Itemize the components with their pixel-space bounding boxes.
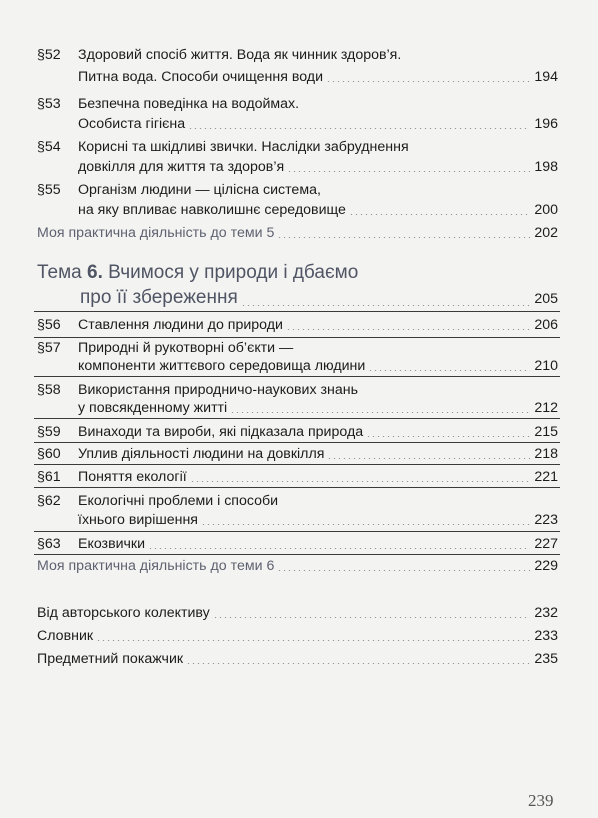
entry-title: Корисні та шкідливі звички. Наслідки забруднення <box>78 139 409 155</box>
entry-title: Моя практична діяльність до теми 6 <box>37 558 275 574</box>
toc-entry-57-cont[interactable] <box>78 357 558 375</box>
separator-line <box>34 487 560 488</box>
theme-title-line2: про її збереження <box>80 287 238 308</box>
page-number: 233 <box>534 628 558 644</box>
toc-entry-57[interactable] <box>78 339 558 357</box>
toc-entry-56[interactable] <box>78 316 558 334</box>
entry-title: довкілля для життя та здоров’я <box>78 159 285 175</box>
toc-entry-authors[interactable] <box>37 604 558 622</box>
toc-entry-52[interactable] <box>78 46 558 64</box>
page-number: 194 <box>534 69 558 85</box>
entry-title: Винаходи та вироби, які підказала природа <box>78 424 364 440</box>
dot-leader <box>277 570 530 571</box>
entry-title: Предметний покажчик <box>37 651 184 667</box>
dot-leader <box>368 370 530 371</box>
page-number: 206 <box>534 317 558 333</box>
separator-line <box>34 337 560 338</box>
entry-title: Особиста гігієна <box>78 116 186 132</box>
separator-line <box>34 418 560 419</box>
section-number: §60 <box>37 446 61 462</box>
section-number: §58 <box>37 382 61 398</box>
dot-leader <box>241 305 531 306</box>
page-number: 198 <box>534 159 558 175</box>
page-folio: 239 <box>528 791 554 810</box>
section-number: §57 <box>37 340 61 356</box>
dot-leader <box>366 436 530 437</box>
dot-leader <box>277 237 530 238</box>
dot-leader <box>190 481 531 482</box>
entry-title: Організм людини — цілісна система, <box>78 182 321 198</box>
page-number: 196 <box>534 116 558 132</box>
dot-leader <box>96 640 530 641</box>
page-number: 218 <box>534 446 558 462</box>
theme-number: 6. <box>87 262 103 283</box>
section-number: §52 <box>37 47 61 63</box>
page-number: 235 <box>534 651 558 667</box>
page-number: 229 <box>534 558 558 574</box>
page-number: 227 <box>534 536 558 552</box>
toc-entry-54[interactable] <box>78 138 558 156</box>
toc-entry-58[interactable] <box>78 381 558 399</box>
entry-title: Використання природничо-наукових знань <box>78 382 358 398</box>
toc-entry-61[interactable] <box>78 468 558 486</box>
dot-leader <box>287 171 530 172</box>
entry-title: у повсякденному житті <box>78 400 228 416</box>
page-number: 215 <box>534 424 558 440</box>
page-number: 200 <box>534 202 558 218</box>
dot-leader <box>230 412 530 413</box>
dot-leader <box>286 329 530 330</box>
entry-title: Словник <box>37 628 94 644</box>
entry-title: Моя практична діяльність до теми 5 <box>37 225 275 241</box>
page-number: 221 <box>534 469 558 485</box>
section-number: §53 <box>37 96 61 112</box>
dot-leader <box>201 524 530 525</box>
section-number: §55 <box>37 182 61 198</box>
dot-leader <box>213 617 531 618</box>
dot-leader <box>326 81 530 82</box>
entry-title: Екологічні проблеми і способи <box>78 493 279 509</box>
entry-title: Поняття екології <box>78 469 187 485</box>
entry-title: Здоровий спосіб життя. Вода як чинник здоров’я. <box>78 47 402 63</box>
entry-title: Ставлення людини до природи <box>78 317 283 333</box>
entry-title: на яку впливає навколишнє середовище <box>78 202 346 218</box>
entry-title: їхнього вирішення <box>78 512 198 528</box>
entry-title: Питна вода. Способи очищення води <box>78 69 324 85</box>
theme-title-line1: Вчимося у природи і дбаємо <box>102 262 359 283</box>
dot-leader <box>349 214 530 215</box>
toc-entry-55[interactable] <box>78 181 558 199</box>
section-number: §61 <box>37 469 61 485</box>
page-number: 202 <box>534 225 558 241</box>
dot-leader <box>148 548 530 549</box>
toc-entry-practice-5[interactable] <box>37 224 558 242</box>
toc-entry-59[interactable] <box>78 423 558 441</box>
entry-title: Природні й рукотворні об’єкти — <box>78 340 294 356</box>
entry-title: Уплив діяльності людини на довкілля <box>78 446 325 462</box>
toc-entry-58-cont[interactable] <box>78 399 558 417</box>
separator-line <box>34 311 560 312</box>
toc-entry-54-cont[interactable] <box>78 158 558 176</box>
separator-line <box>34 464 560 465</box>
separator-line <box>34 531 560 532</box>
toc-entry-60[interactable] <box>78 445 558 463</box>
section-number: §62 <box>37 493 61 509</box>
page-number: 210 <box>534 358 558 374</box>
toc-entry-53[interactable] <box>78 95 558 113</box>
separator-line <box>34 376 560 377</box>
dot-leader <box>186 663 530 664</box>
entry-title: компоненти життєвого середовища людини <box>78 358 366 374</box>
section-number: §54 <box>37 139 61 155</box>
page-number: 205 <box>534 291 558 307</box>
theme-prefix: Тема <box>37 262 88 283</box>
toc-entry-practice-6[interactable] <box>37 557 558 575</box>
section-number: §56 <box>37 317 61 333</box>
toc-entry-glossary[interactable] <box>37 627 558 645</box>
separator-line <box>34 554 560 555</box>
theme-heading-cont[interactable] <box>80 287 558 310</box>
toc-entry-55-cont[interactable] <box>78 201 558 219</box>
entry-title: Безпечна поведінка на водоймах. <box>78 96 300 112</box>
page-number: 212 <box>534 400 558 416</box>
theme-heading[interactable] <box>37 262 358 284</box>
section-number: §63 <box>37 536 61 552</box>
toc-entry-62-cont[interactable] <box>78 511 558 529</box>
toc-entry-63[interactable] <box>78 535 558 553</box>
toc-entry-index[interactable] <box>37 650 558 668</box>
page-number: 232 <box>534 605 558 621</box>
section-number: §59 <box>37 424 61 440</box>
dot-leader <box>327 458 530 459</box>
toc-entry-52-cont[interactable] <box>78 68 558 86</box>
entry-title: Екозвички <box>78 536 146 552</box>
dot-leader <box>188 128 530 129</box>
page-number: 223 <box>534 512 558 528</box>
entry-title: Від авторського колективу <box>37 605 210 621</box>
toc-entry-62[interactable] <box>78 492 558 510</box>
toc-entry-53-cont[interactable] <box>78 115 558 133</box>
separator-line <box>34 442 560 443</box>
